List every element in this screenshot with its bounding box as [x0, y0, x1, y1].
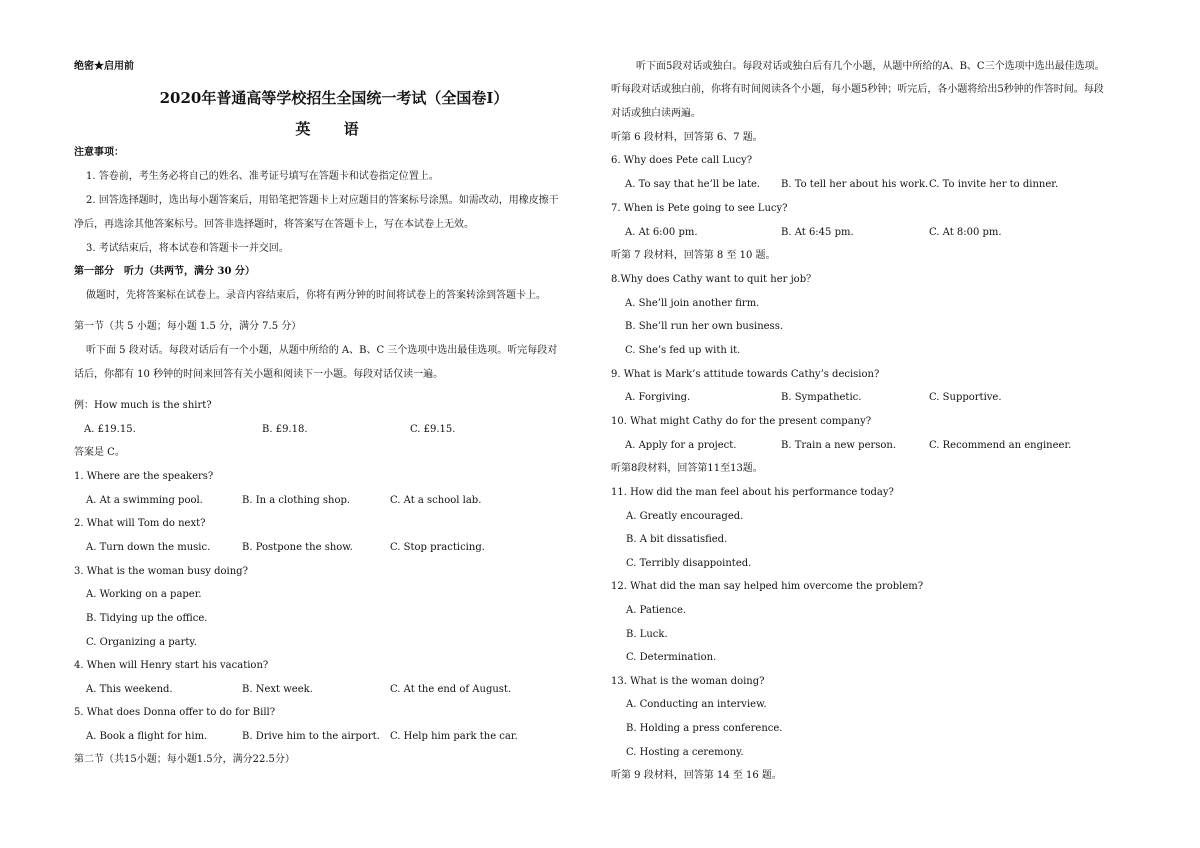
question-11: 11. How did the man feel about his performance today? — [611, 487, 894, 498]
example-option-a: A. £19.15. — [84, 424, 136, 435]
q10-option-a: A. Apply for a project. — [625, 440, 737, 451]
q9-option-c: C. Supportive. — [929, 392, 1002, 403]
q6-option-b: B. To tell her about his work. — [781, 179, 929, 190]
q12-option-b: B. Luck. — [626, 629, 668, 640]
q1-option-a: A. At a swimming pool. — [86, 495, 203, 506]
q2-option-b: B. Postpone the show. — [242, 542, 353, 553]
exam-title: 2020年普通高等学校招生全国统一考试（全国卷I） — [159, 89, 509, 107]
q8-option-c: C. She’s fed up with it. — [625, 345, 741, 356]
q8-option-b: B. She’ll run her own business. — [625, 321, 783, 332]
q13-option-c: C. Hosting a ceremony. — [626, 747, 744, 758]
q4-option-b: B. Next week. — [242, 684, 313, 695]
q1-option-b: B. In a clothing shop. — [242, 495, 351, 506]
q2-option-c: C. Stop practicing. — [390, 542, 485, 553]
q13-option-a: A. Conducting an interview. — [626, 699, 767, 710]
example-option-c: C. £9.15. — [410, 424, 456, 435]
q3-option-a: A. Working on a paper. — [86, 589, 202, 600]
q7-option-c: C. At 8:00 pm. — [929, 227, 1002, 238]
section2-intro-c: 对话或独白读两遍。 — [611, 108, 701, 119]
notice-2a: 2. 回答选择题时，选出每小题答案后，用铅笔把答题卡上对应题目的答案标号涂黑。如需改动，用橡皮擦干 — [86, 195, 559, 206]
question-6: 6. Why does Pete call Lucy? — [611, 155, 753, 166]
notice-heading: 注意事项： — [74, 147, 124, 158]
notice-1: 1. 答卷前，考生务必将自己的姓名、准考证号填写在答题卡和试卷指定位置上。 — [86, 171, 439, 182]
question-4: 4. When will Henry start his vacation? — [74, 660, 269, 671]
question-8: 8.Why does Cathy want to quit her job？ — [611, 274, 817, 285]
q1-option-c: C. At a school lab. — [390, 495, 482, 506]
question-9: 9. What is Mark’s attitude towards Cathy’s decision? — [611, 369, 880, 380]
part1-heading: 第一部分 听力（共两节，满分 30 分） — [74, 266, 255, 277]
question-13: 13. What is the woman doing? — [611, 676, 765, 687]
q8-option-a: A. She’ll join another firm. — [625, 298, 760, 309]
q13-option-b: B. Holding a press conference. — [626, 723, 783, 734]
q7-option-a: A. At 6:00 pm. — [625, 227, 698, 238]
q3-option-b: B. Tidying up the office. — [86, 613, 208, 624]
q6-option-a: A. To say that he’ll be late. — [625, 179, 761, 190]
subject-title: 英 语 — [295, 120, 373, 138]
q5-option-c: C. Help him park the car. — [390, 731, 518, 742]
question-7: 7. When is Pete going to see Lucy? — [611, 203, 788, 214]
question-5: 5. What does Donna offer to do for Bill? — [74, 707, 276, 718]
q2-option-a: A. Turn down the music. — [86, 542, 211, 553]
section1-desc-b: 话后，你都有 10 秒钟的时间来回答有关小题和阅读下一小题。每段对话仅读一遍。 — [74, 369, 444, 380]
notice-3: 3. 考试结束后，将本试卷和答题卡一并交回。 — [86, 243, 289, 254]
q11-option-a: A. Greatly encouraged. — [626, 511, 744, 522]
section1-heading: 第一节（共 5 小题；每小题 1.5 分，满分 7.5 分） — [74, 321, 302, 332]
q4-option-a: A. This weekend. — [86, 684, 173, 695]
material-7-heading: 听第 7 段材料，回答第 8 至 10 题。 — [611, 250, 776, 261]
part1-description: 做题时，先将答案标在试卷上。录音内容结束后，你将有两分钟的时间将试卷上的答案转涂到答题卡上。 — [86, 290, 546, 301]
q11-option-c: C. Terribly disappointed. — [626, 558, 752, 569]
q6-option-c: C. To invite her to dinner. — [929, 179, 1059, 190]
q4-option-c: C. At the end of August. — [390, 684, 512, 695]
question-10: 10. What might Cathy do for the present company? — [611, 416, 872, 427]
q7-option-b: B. At 6:45 pm. — [781, 227, 854, 238]
secret-label: 绝密★启用前 — [74, 61, 134, 72]
question-2: 2. What will Tom do next? — [74, 518, 206, 529]
q10-option-c: C. Recommend an engineer. — [929, 440, 1072, 451]
q3-option-c: C. Organizing a party. — [86, 637, 197, 648]
notice-2b: 净后，再选涂其他答案标号。回答非选择题时，将答案写在答题卡上，写在本试卷上无效。 — [74, 219, 474, 230]
material-9-heading: 听第 9 段材料，回答第 14 至 16 题。 — [611, 770, 782, 781]
material-6-heading: 听第 6 段材料，回答第 6、7 题。 — [611, 132, 763, 143]
q5-option-a: A. Book a flight for him. — [86, 731, 208, 742]
material-8-heading: 听第8段材料，回答第11至13题。 — [611, 463, 763, 474]
q5-option-b: B. Drive him to the airport. — [242, 731, 380, 742]
section2-intro-a: 听下面5段对话或独白。每段对话或独白后有几个小题，从题中所给的A、B、C三个选项中选出最佳选项。 — [636, 61, 1105, 72]
example-question: 例：How much is the shirt? — [74, 400, 212, 411]
q10-option-b: B. Train a new person. — [781, 440, 897, 451]
question-3: 3. What is the woman busy doing? — [74, 566, 248, 577]
example-option-b: B. £9.18. — [262, 424, 308, 435]
q9-option-a: A. Forgiving. — [625, 392, 691, 403]
q11-option-b: B. A bit dissatisfied. — [626, 534, 728, 545]
section1-desc-a: 听下面 5 段对话。每段对话后有一个小题，从题中所给的 A、B、C 三个选项中选出最佳选项。听完每段对 — [86, 345, 558, 356]
q9-option-b: B. Sympathetic. — [781, 392, 862, 403]
question-1: 1. Where are the speakers? — [74, 471, 214, 482]
example-answer: 答案是 C。 — [74, 447, 125, 458]
question-12: 12. What did the man say helped him overcome the problem? — [611, 581, 924, 592]
section2-heading: 第二节（共15小题；每小题1.5分，满分22.5分） — [74, 754, 295, 765]
q12-option-c: C. Determination. — [626, 652, 717, 663]
section2-intro-b: 听每段对话或独白前，你将有时间阅读各个小题，每小题5秒钟；听完后，各小题将给出5秒钟的作答时间。每段 — [611, 84, 1104, 95]
q12-option-a: A. Patience. — [626, 605, 687, 616]
